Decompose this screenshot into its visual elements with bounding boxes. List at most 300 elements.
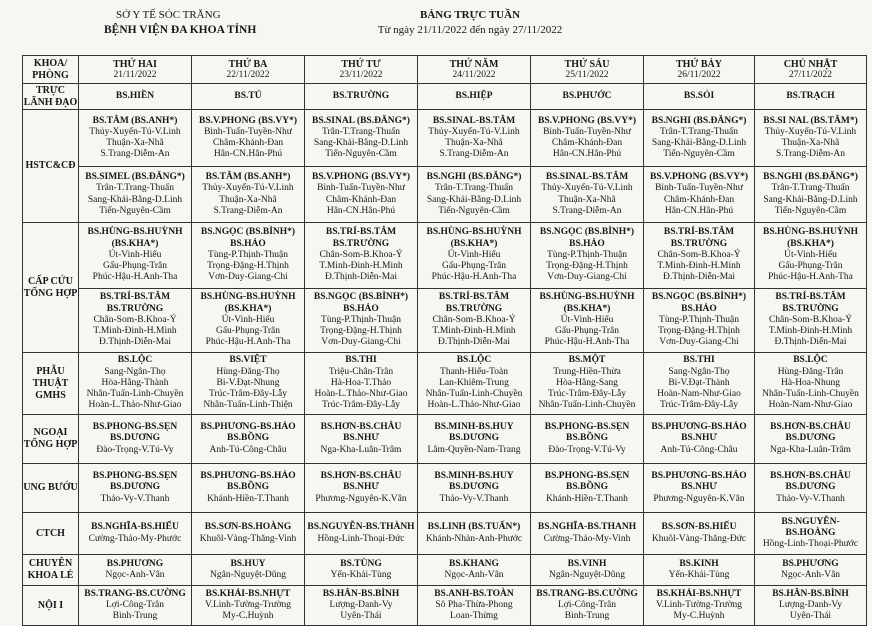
doctor-line: BS.HOÀNG	[785, 527, 836, 538]
day-name: THỨ HAI	[113, 58, 157, 70]
doctor-line: BS.V.PHONG (BS.VY*)	[649, 172, 748, 183]
staff-line: Thuận-Xa-Nhã	[445, 138, 503, 148]
day-header	[531, 56, 644, 84]
duty-cell	[305, 513, 418, 555]
duty-cell	[305, 223, 418, 289]
doctor-line: BS.KINH	[679, 558, 719, 569]
schedule-title: BẢNG TRỰC TUẦN	[419, 9, 521, 21]
duty-cell	[644, 110, 755, 167]
noi1-label: NỘI I	[23, 586, 79, 626]
staff-line: T.Minh-Đinh-H.Minh	[657, 261, 741, 272]
staff-line: T.Minh-Đinh-H.Minh	[768, 326, 853, 337]
doctor-line: (BS.KHA*)	[224, 303, 272, 314]
doctor-line: BS.HÙNG-BS.HUỲNH	[762, 227, 858, 238]
day-date: 27/11/2022	[789, 69, 832, 80]
day-date: 23/11/2022	[339, 69, 383, 80]
capcuu-row	[23, 223, 867, 289]
doctor-line: BS.MỘT	[568, 355, 606, 366]
staff-line: Nga-Kha-Luân-Trâm	[770, 444, 851, 455]
staff-line: Tùng-P.Thịnh-Thuận	[547, 249, 627, 260]
staff-line: T.Minh-Đinh-H.Minh	[432, 326, 516, 337]
staff-line: Chân-Som-B.Khoa-Ý	[432, 314, 516, 325]
staff-line: Hoàn-Nam-Như-Giao	[768, 400, 853, 411]
staff-line: Khánh-Nhàn-Anh-Phước	[425, 533, 523, 544]
staff-line: Gấu-Phụng-Trân	[441, 261, 507, 272]
doctor-line: BS.TÙNG	[340, 558, 382, 569]
doctor-line: BS.TRƯỜNG	[782, 303, 839, 314]
duty-cell	[644, 555, 755, 586]
duty-cell	[644, 223, 755, 289]
doctor-line: BS.NGHI (BS.ĐĂNG*)	[763, 172, 858, 183]
staff-line: Loan-Thừng	[450, 611, 498, 622]
duty-cell	[305, 353, 418, 415]
leadership-row	[23, 84, 867, 110]
doctor-line: BS.HÙNG-BS.HUỲNH	[87, 227, 183, 238]
staff-line: Hoàn-L.Thảo-Như-Giao	[427, 400, 521, 411]
staff-line: Châm-Khánh-Đan	[551, 138, 623, 148]
duty-cell	[531, 464, 644, 513]
staff-line: Triệu-Chân-Trân	[328, 366, 394, 377]
leadership-cell	[755, 84, 867, 110]
staff-line: Phương-Nguyên-K.Vân	[315, 493, 407, 504]
doctor-line: BS.MINH-BS.HUY	[434, 471, 514, 482]
doctor-line: BS.NHƯ	[681, 482, 717, 493]
doctor-line: BS.HƠN-BS.CHÂU	[770, 471, 851, 482]
staff-line: Đ.Thịnh-Diễn-Mai	[324, 272, 398, 283]
staff-line: Tiến-Nguyên-Cầm	[663, 149, 735, 160]
doctor-line: BS.PHƯƠNG-BS.HẢO	[200, 422, 296, 433]
doctor-line: BS.NHƯ	[343, 433, 379, 444]
staff-line: Lượng-Danh-Vy	[779, 599, 842, 610]
staff-line: S.Trang-Diễm-An	[213, 205, 283, 216]
staff-line: S.Trang-Diễm-An	[439, 149, 509, 160]
doctor-line: BS.HÂN-BS.BÌNH	[322, 588, 400, 599]
duty-cell	[644, 464, 755, 513]
duty-cell	[79, 586, 192, 626]
staff-line: Đ.Thịnh-Diễn-Mai	[662, 272, 736, 283]
doctor-line: BS.V.PHONG (BS.VY*)	[537, 115, 636, 126]
doctor-line: BS.HƠN-BS.CHÂU	[770, 422, 851, 433]
staff-line: Tùng-P.Thịnh-Thuận	[659, 314, 739, 325]
document-header	[0, 0, 872, 56]
doctor-line: BS.NGHĨA-BS.HIẾU	[91, 522, 179, 533]
staff-line: Đ.Thịnh-Diễn-Mai	[98, 337, 172, 348]
duty-cell	[644, 586, 755, 626]
staff-line: Nhân-Tuấn-Linh-Chuyền	[86, 389, 184, 400]
staff-line: S.Trang-Diễm-An	[100, 149, 170, 160]
staff-line: Vơn-Duy-Giang-Chi	[659, 337, 739, 348]
staff-line: Cường-Thảo-My-Phước	[88, 533, 182, 544]
day-name: THỨ TƯ	[341, 58, 381, 70]
staff-line: Bi-V.Đạt-Thành	[668, 377, 730, 388]
doctor-line: BS.PHƯƠNG-BS.HẢO	[200, 471, 296, 482]
doctor-line: BS.HÙNG-BS.HUỲNH	[426, 227, 522, 238]
staff-line: Trân-T.Trang-Thuấn	[321, 126, 401, 137]
staff-line: Phúc-Hậu-H.Anh-Tha	[205, 337, 291, 348]
doctor-line: BS.SINAL-BS.TÂM	[432, 115, 516, 126]
staff-line: Trúc-Trâm-Đây-Lẫy	[322, 400, 400, 411]
duty-cell	[192, 513, 305, 555]
staff-line: Đ.Thịnh-Diễn-Mai	[774, 337, 847, 348]
doctor-line: BS.LỘC	[456, 355, 492, 366]
doctor-line: BS.HẢO	[230, 238, 266, 249]
duty-cell	[79, 555, 192, 586]
doctor-line: BS.LỘC	[793, 355, 828, 366]
doctor-line: BS.NGUYỄN-	[781, 516, 840, 527]
staff-line: Phương-Nguyên-K.Vân	[653, 493, 745, 504]
staff-line: Cường-Thảo-My-Vinh	[543, 533, 631, 544]
doctor-line: BS.NHƯ	[681, 433, 717, 444]
doctor-line: BS.BỒNG	[227, 433, 269, 444]
leadership-cell	[644, 84, 755, 110]
duty-cell	[79, 353, 192, 415]
doctor-line: BS.SI NAL (BS.TÂM*)	[763, 115, 858, 126]
staff-line: Bình-Trung	[112, 611, 158, 622]
duty-cell	[418, 110, 531, 167]
duty-cell	[644, 353, 755, 415]
staff-line: Đào-Trọng-V.Tú-Vy	[96, 444, 174, 455]
duty-cell	[79, 289, 192, 353]
duty-cell	[305, 555, 418, 586]
duty-cell	[531, 289, 644, 353]
doctor-line: BS.ANH-BS.TOÀN	[434, 588, 514, 599]
duty-cell	[755, 555, 867, 586]
staff-line: Gấu-Phụng-Trân	[778, 261, 843, 272]
staff-line: Thảo-Vy-V.Thanh	[439, 493, 509, 504]
staff-line: Gấu-Phụng-Trân	[215, 326, 281, 337]
doctor-line: BS.DƯƠNG	[448, 433, 500, 444]
staff-line: Bình-Tuấn-Tuyền-Như	[204, 126, 292, 137]
staff-line: Nhân-Tuấn-Linh-Chuyền	[425, 389, 523, 400]
duty-cell	[531, 586, 644, 626]
duty-cell	[418, 223, 531, 289]
doctor-line: BS.DƯƠNG	[785, 482, 836, 493]
staff-line: Đ.Thịnh-Diễn-Mai	[437, 337, 511, 348]
doctor-line: BS.DƯƠNG	[109, 433, 161, 444]
day-header	[192, 56, 305, 84]
doctor-line: BS.KHẢI-BS.NHỰT	[205, 588, 291, 599]
day-date: 22/11/2022	[226, 69, 270, 80]
duty-cell	[644, 415, 755, 464]
staff-line: Út-Vinh-Hiếu	[560, 314, 614, 325]
duty-cell	[79, 167, 192, 223]
day-date: 26/11/2022	[677, 69, 721, 80]
staff-line: Đào-Trọng-V.Tú-Vy	[548, 444, 626, 455]
leadership-cell	[418, 84, 531, 110]
staff-line: Bi-V.Đạt-Nhung	[216, 377, 280, 388]
duty-cell	[305, 110, 418, 167]
duty-cell	[531, 167, 644, 223]
staff-line: Tiến-Nguyên-Cầm	[99, 205, 171, 216]
ungbuou-label: UNG BƯỚU	[23, 464, 79, 513]
staff-line: V.Linh-Tường-Trường	[655, 599, 743, 610]
staff-line: Lợi-Công-Trân	[106, 599, 164, 610]
doctor-line: BS.HÙNG-BS.HUỲNH	[200, 292, 296, 303]
duty-cell	[192, 586, 305, 626]
doctor-line: BS.NGỌC (BS.BÌNH*)	[539, 227, 635, 238]
staff-line: Út-Vinh-Hiếu	[108, 249, 162, 260]
doctor-line: BS.VINH	[567, 558, 607, 569]
doctor-line: BS.V.PHONG (BS.VY*)	[198, 115, 297, 126]
day-header	[305, 56, 418, 84]
staff-line: Thuận-Xa-Nhã	[781, 138, 840, 148]
doctor-line: (BS.KHA*)	[787, 238, 834, 249]
ctch-label: CTCH	[23, 513, 79, 555]
hstc-row	[23, 167, 867, 223]
doctor-line: BS.PHONG-BS.SẸN	[92, 471, 178, 482]
doctor-line: BS.PHONG-BS.SẸN	[544, 471, 630, 482]
staff-line: Ngân-Nguyệt-Dũng	[549, 570, 625, 580]
staff-line: Trọng-Đặng-H.Thịnh	[207, 261, 289, 272]
day-date: 21/11/2022	[113, 69, 157, 80]
staff-line: Chân-Som-B.Khoa-Ý	[768, 314, 853, 325]
leadership-cell	[79, 84, 192, 110]
duty-cell	[755, 513, 867, 555]
staff-line: Hoàn-L.Thảo-Như-Giao	[88, 400, 182, 411]
duty-cell	[305, 464, 418, 513]
staff-line: Vơn-Duy-Giang-Chi	[547, 272, 627, 283]
day-header	[418, 56, 531, 84]
duty-cell	[755, 415, 867, 464]
doctor-line: BS.VIỆT	[229, 355, 267, 366]
staff-line: S.Trang-Diễm-An	[775, 149, 846, 160]
doctor-line: BS.PHƯƠNG-BS.HẢO	[651, 471, 747, 482]
staff-line: Trọng-Đặng-H.Thịnh	[546, 261, 628, 272]
gmhs-row	[23, 353, 867, 415]
doctor-line: BS.NGỌC (BS.BÌNH*)	[200, 227, 296, 238]
staff-line: Út-Vinh-Hiếu	[221, 314, 275, 325]
schedule-date-range: Từ ngày 21/11/2022 đến ngày 27/11/2022	[377, 24, 563, 36]
staff-line: Chân-Som-B.Khoa-Ý	[657, 249, 741, 260]
doctor-line: BS.SƠN-BS.HOÀNG	[204, 522, 292, 533]
staff-line: Thuận-Xa-Nhã	[558, 194, 616, 205]
staff-line: T.Minh-Đinh-H.Minh	[93, 326, 177, 337]
staff-line: My-C.Huỳnh	[673, 611, 725, 622]
hstc-label: HSTC&CĐ	[23, 110, 79, 223]
staff-line: Trân-T.Trang-Thuấn	[659, 126, 739, 137]
duty-cell	[531, 223, 644, 289]
doctor-line: BS.NHƯ	[343, 482, 379, 493]
staff-line: Gấu-Phụng-Trân	[554, 326, 620, 337]
doctor-line: BS.PHƯƠNG	[782, 558, 839, 569]
duty-cell	[418, 586, 531, 626]
doctor-line: BS.TRÍ-BS.TÂM	[663, 227, 735, 238]
staff-line: Tùng-P.Thịnh-Thuận	[208, 249, 288, 260]
duty-cell	[755, 353, 867, 415]
duty-cell	[755, 289, 867, 353]
doctor-line: BS.TRÍ-BS.TÂM	[99, 292, 171, 303]
doctor-line: BS.TÂM (BS.ANH*)	[205, 172, 291, 183]
duty-cell	[79, 223, 192, 289]
doctor-line: BS.PHƯƠNG	[106, 558, 164, 569]
duty-cell	[305, 289, 418, 353]
staff-line: Hân-CN.Hân-Phú	[552, 149, 622, 160]
day-name: THỨ BẢY	[675, 58, 723, 70]
doctor-line: BS.TRƯỜNG	[332, 238, 390, 249]
staff-line: Bình-Tuấn-Tuyền-Như	[543, 126, 631, 137]
duty-cell	[192, 223, 305, 289]
doctor-line: BS.PHƯƠNG-BS.HẢO	[651, 422, 747, 433]
staff-line: Sang-Ngân-Thọ	[104, 366, 166, 377]
staff-line: Hùng-Đăng-Trân	[777, 366, 844, 377]
doctor-line: BS.DƯƠNG	[109, 482, 161, 493]
duty-cell	[531, 353, 644, 415]
day-name: THỨ SÁU	[564, 58, 610, 70]
staff-line: Hoàn-L.Thảo-Như-Giao	[314, 389, 408, 400]
doctor-line: BS.PHONG-BS.SẸN	[544, 422, 630, 433]
staff-line: Khánh-Hiền-T.Thanh	[207, 493, 289, 504]
staff-line: Anh-Tú-Công-Châu	[209, 444, 287, 455]
doctor-line: BS.LỘC	[117, 355, 153, 366]
leader-name: BS.TRẠCH	[786, 90, 835, 101]
duty-cell	[192, 110, 305, 167]
staff-line: Sô Pha-Thừa-Phong	[435, 599, 513, 610]
staff-line: Châm-Khánh-Đan	[663, 194, 735, 205]
duty-cell	[418, 353, 531, 415]
staff-line: Gấu-Phụng-Trân	[102, 261, 168, 272]
staff-line: Sang-Khải-Bằng-D.Linh	[426, 194, 522, 205]
duty-cell	[79, 464, 192, 513]
doctor-line: BS.TRÍ-BS.TÂM	[438, 292, 510, 303]
duty-cell	[644, 167, 755, 223]
doctor-line: BS.KHANG	[449, 558, 499, 569]
duty-cell	[418, 464, 531, 513]
staff-line: Trân-T.Trang-Thuấn	[434, 183, 514, 194]
staff-line: Anh-Tú-Công-Châu	[660, 444, 738, 455]
duty-cell	[418, 167, 531, 223]
duty-schedule-table	[22, 55, 867, 626]
leader-name: BS.TÚ	[234, 90, 262, 101]
staff-line: Vơn-Duy-Giang-Chi	[208, 272, 288, 283]
doctor-line: BS.SINAL-BS.TÂM	[545, 172, 629, 183]
doctor-line: BS.SINAL (BS.ĐĂNG*)	[312, 115, 410, 126]
staff-line: Lợi-Công-Trân	[558, 599, 616, 610]
doctor-line: BS.LINH (BS.TUẤN*)	[427, 522, 521, 533]
doctor-line: BS.DƯƠNG	[785, 433, 836, 444]
staff-line: Châm-Khánh-Đan	[325, 194, 397, 205]
doctor-line: BS.SƠN-BS.HIẾU	[661, 522, 737, 533]
staff-line: Phúc-Hậu-H.Anh-Tha	[544, 337, 630, 348]
staff-line: Ngọc-Anh-Vân	[780, 570, 841, 580]
doctor-line: BS.THI	[683, 355, 715, 366]
noi1-row	[23, 586, 867, 626]
staff-line: Ngọc-Anh-Vân	[444, 570, 504, 580]
duty-cell	[79, 415, 192, 464]
day-header-row	[23, 56, 867, 84]
staff-line: Bình-Tuấn-Tuyền-Như	[655, 183, 743, 194]
staff-line: Thủy-Xuyến-Tú-V.Linh	[541, 183, 633, 194]
staff-line: Hòa-Hằng-Thành	[101, 377, 169, 388]
duty-cell	[755, 586, 867, 626]
staff-line: Trân-T.Trang-Thuấn	[95, 183, 175, 194]
staff-line: Thuận-Xa-Nhã	[106, 138, 164, 148]
leader-name: BS.HIỆP	[455, 90, 493, 101]
hstc-row	[23, 110, 867, 167]
capcuu-row	[23, 289, 867, 353]
staff-line: Hùng-Đăng-Thọ	[216, 366, 280, 377]
staff-line: Uyên-Thái	[789, 611, 832, 622]
staff-line: Chân-Som-B.Khoa-Ý	[93, 314, 177, 325]
staff-line: Út-Vinh-Hiếu	[447, 249, 501, 260]
staff-line: Tiến-Nguyên-Cầm	[774, 205, 847, 216]
staff-line: Thuận-Xa-Nhã	[219, 194, 277, 205]
staff-line: Lan-Khiêm-Trung	[439, 377, 509, 388]
staff-line: Vơn-Duy-Giang-Chi	[321, 337, 401, 348]
duty-cell	[192, 167, 305, 223]
doctor-line: BS.TRƯỜNG	[445, 303, 503, 314]
corner-label: KHOA/ PHÒNG	[23, 56, 79, 84]
staff-line: Phúc-Hậu-H.Anh-Tha	[768, 272, 853, 283]
duty-cell	[755, 223, 867, 289]
doctor-line: BS.HƠN-BS.CHÂU	[320, 422, 402, 433]
ungbuou-row	[23, 464, 867, 513]
doctor-line: BS.HƠN-BS.CHÂU	[320, 471, 402, 482]
staff-line: Út-Vinh-Hiếu	[784, 249, 837, 260]
staff-line: Sang-Khải-Bằng-D.Linh	[763, 194, 858, 205]
staff-line: Thủy-Xuyến-Tú-V.Linh	[89, 126, 181, 137]
staff-line: Lâm-Quyền-Nam-Trang	[427, 444, 521, 455]
doctor-line: BS.NGHI (BS.ĐĂNG*)	[651, 115, 747, 126]
doctor-line: (BS.KHA*)	[111, 238, 159, 249]
staff-line: Thủy-Xuyến-Tú-V.Linh	[764, 126, 857, 137]
leader-name: BS.TRƯỜNG	[332, 90, 390, 101]
duty-cell	[79, 513, 192, 555]
doctor-line: BS.HẢO	[681, 303, 717, 314]
duty-cell	[755, 110, 867, 167]
duty-cell	[644, 513, 755, 555]
doctor-line: BS.TRƯỜNG	[106, 303, 164, 314]
capcuu-label: CẤP CỨU TỔNG HỢP	[23, 223, 79, 353]
staff-line: Hòa-Hằng-Sang	[556, 377, 618, 388]
day-date: 24/11/2022	[452, 69, 496, 80]
staff-line: Hồng-Linh-Thoại-Phước	[762, 539, 859, 550]
duty-cell	[418, 555, 531, 586]
staff-line: Lượng-Danh-Vy	[329, 599, 393, 610]
duty-cell	[305, 167, 418, 223]
doctor-line: BS.NGHI (BS.ĐĂNG*)	[426, 172, 522, 183]
day-date: 25/11/2022	[565, 69, 609, 80]
staff-line: Ngọc-Anh-Vân	[105, 570, 165, 580]
staff-line: Nhân-Tuấn-Linh-Chuyền	[538, 400, 636, 411]
staff-line: Chân-Som-B.Khoa-Ý	[319, 249, 403, 260]
doctor-line: BS.NGỌC (BS.BÌNH*)	[313, 292, 409, 303]
duty-cell	[531, 513, 644, 555]
duty-cell	[644, 289, 755, 353]
staff-line: Trung-Hiền-Thừa	[553, 366, 621, 377]
doctor-line: BS.TÂM (BS.ANH*)	[92, 115, 178, 126]
doctor-line: BS.TRÍ-BS.TÂM	[325, 227, 397, 238]
chuyenkhoa-label: CHUYÊN KHOA LẺ	[23, 555, 79, 586]
staff-line: Hà-Hoa-Nhung	[780, 377, 841, 388]
duty-cell	[192, 415, 305, 464]
day-header	[79, 56, 192, 84]
duty-cell	[531, 555, 644, 586]
staff-line: Tùng-P.Thịnh-Thuận	[321, 314, 401, 325]
doctor-line: BS.HÂN-BS.BÌNH	[772, 588, 849, 599]
staff-line: V.Linh-Tường-Trường	[204, 599, 292, 610]
duty-cell	[305, 586, 418, 626]
staff-line: Khuôl-Vàng-Thăng-Đức	[651, 533, 747, 544]
staff-line: Hà-Hoa-T.Thảo	[330, 377, 392, 388]
duty-cell	[531, 110, 644, 167]
staff-line: Hân-CN.Hân-Phú	[213, 149, 283, 160]
staff-line: Tiến-Nguyên-Cầm	[438, 205, 510, 216]
staff-line: Tiến-Nguyên-Cầm	[325, 149, 397, 160]
staff-line: Trúc-Trâm-Đây-Lẫy	[209, 389, 287, 400]
duty-cell	[192, 555, 305, 586]
duty-cell	[305, 415, 418, 464]
day-name: THỨ NĂM	[449, 58, 499, 70]
